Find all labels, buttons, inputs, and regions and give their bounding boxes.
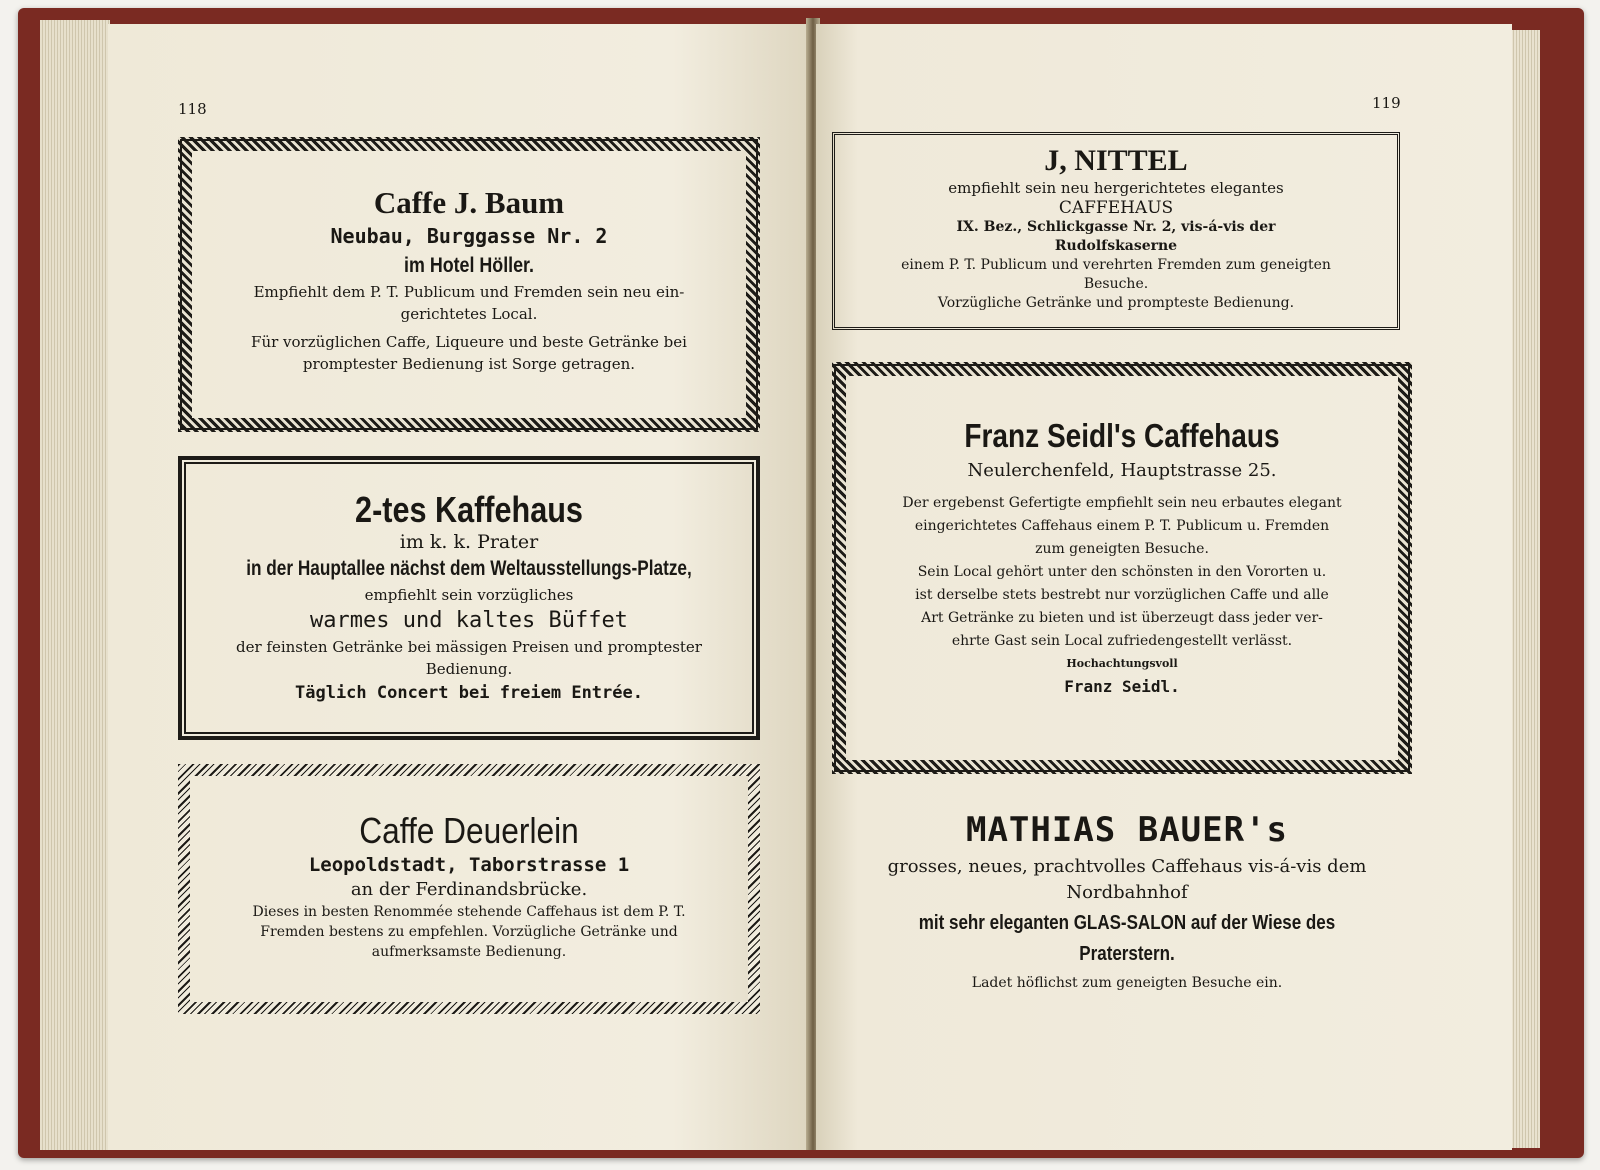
ad-text: Ladet höflichst zum geneigten Besuche ein. [971,975,1283,991]
ad-text: promptester Bedienung ist Sorge getragen. [302,355,636,373]
ad-address: Rudolfskaserne [1054,238,1178,254]
ad-address: IX. Bez., Schlickgasse Nr. 2, vis-á-vis der [956,219,1276,235]
ad-text: empfiehlt sein vorzügliches [364,586,574,604]
ad-text: Fremden bestens zu empfehlen. Vorzügliche Getränke und [260,924,678,940]
page-edges-left [40,20,110,1150]
ad-text: aufmerksamste Bedienung. [371,944,567,960]
ad-highlight: Praterstern. [1079,943,1175,965]
ad-concert: Täglich Concert bei freiem Entrée. [295,683,643,703]
ad-subtitle: im Hotel Höller. [404,254,534,277]
ad-signature: Franz Seidl. [1064,677,1180,696]
ad-location: in der Hauptallee nächst dem Weltausstellungs-Platze, [246,557,692,580]
ad-text: grosses, neues, prachtvolles Caffehaus vis-á-vis dem [887,856,1367,877]
ad-caffe-baum [178,137,760,432]
ad-text: einem P. T. Publicum und verehrten Fremden zum geneigten [901,257,1331,273]
ad-text: empfiehlt sein neu hergerichtetes elegantes [948,179,1284,197]
ad-closing: Hochachtungsvoll [1066,657,1178,670]
page-number: 118 [178,100,207,118]
ad-text: gerichtetes Local. [400,305,538,323]
ad-subtitle: CAFFEHAUS [1058,198,1174,218]
ad-title: Caffe J. Baum [373,185,565,220]
ad-text: Bedienung. [425,660,513,678]
ad-text: Besuche. [1083,276,1149,292]
ad-text: ist derselbe stets bestrebt nur vorzüglichen Caffe und alle [915,587,1329,603]
ad-kaffehaus-prater [178,456,760,740]
ad-text: eingerichtetes Caffehaus einem P. T. Publicum u. Fremden [914,518,1330,534]
ad-text: Empfiehlt dem P. T. Publicum und Fremden sein neu ein- [253,283,685,301]
page-number: 119 [1372,94,1401,112]
ad-address: Leopoldstadt, Taborstrasse 1 [308,854,630,876]
ad-title: J, NITTEL [1044,144,1188,177]
ad-address: Neulerchenfeld, Hauptstrasse 25. [967,460,1277,481]
ad-text: Vorzügliche Getränke und prompteste Bedienung. [937,295,1295,311]
ad-franz-seidl [832,362,1412,774]
ad-text: Dieses in besten Renommée stehende Caffehaus ist dem P. T. [252,904,686,920]
ad-title: MATHIAS BAUER's [965,810,1289,850]
ad-text: Nordbahnhof [1066,882,1188,903]
ad-title: Franz Seidl's Caffehaus [964,417,1280,454]
ad-text: Art Getränke zu bieten und ist überzeugt dass jeder ver- [921,610,1323,626]
ad-highlight: mit sehr eleganten GLAS-SALON auf der Wiese des [918,912,1336,934]
ad-text: zum geneigten Besuche. [1035,541,1209,557]
ad-text: Sein Local gehört unter den schönsten in den Vororten u. [917,564,1327,580]
ad-nittel [832,132,1400,330]
ad-text: Für vorzüglichen Caffe, Liqueure und beste Getränke bei [251,333,687,351]
ad-title: Caffe Deuerlein [359,810,579,851]
right-page [816,24,1512,1150]
ad-title: 2-tes Kaffehaus [355,489,583,530]
ad-subtitle: im k. k. Prater [399,531,539,553]
ad-text: ehrte Gast sein Local zufriedengestellt verlässt. [951,633,1293,649]
ad-highlight: warmes und kaltes Büffet [310,608,628,633]
ad-mathias-bauer [832,796,1422,1036]
ad-text: der feinsten Getränke bei mässigen Preisen und promptester [236,638,702,656]
ad-caffe-deuerlein [178,764,760,1014]
left-page [108,24,814,1150]
ad-subtitle: an der Ferdinandsbrücke. [350,879,588,900]
ad-text: Der ergebenst Gefertigte empfiehlt sein neu erbautes elegant [902,495,1342,511]
ad-address: Neubau, Burggasse Nr. 2 [330,224,608,248]
